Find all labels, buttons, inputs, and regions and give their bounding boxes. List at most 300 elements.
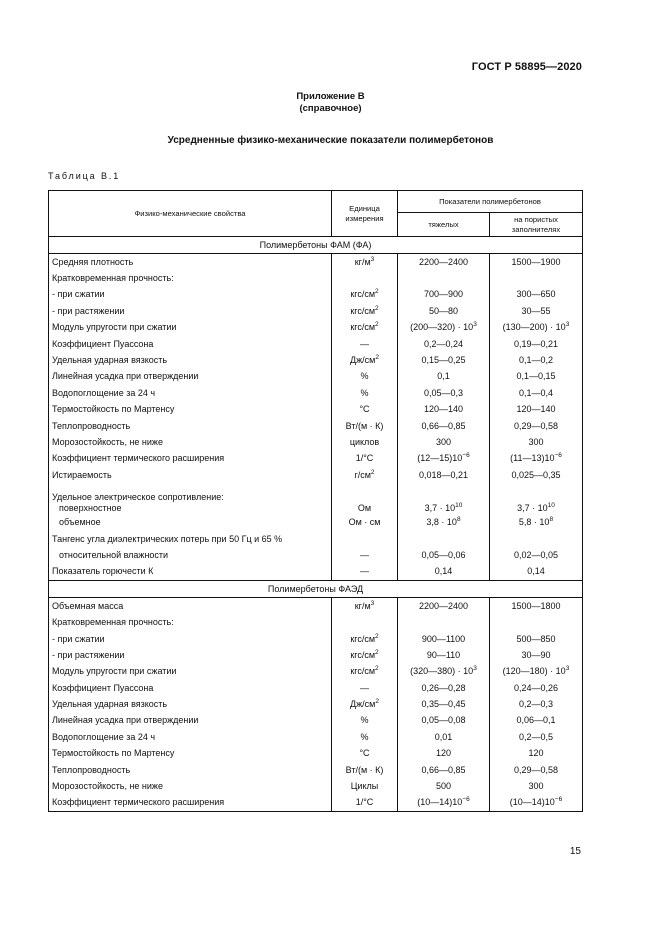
- value-porous-cell: [490, 352, 583, 368]
- property-name: Морозостойкость, не ниже: [52, 781, 163, 792]
- value-porous: 0,02—0,05: [513, 549, 559, 560]
- value-heavy: 0,15—0,25: [421, 355, 466, 366]
- unit-text: Циклы: [350, 781, 379, 792]
- value-heavy-exponent: −6: [462, 796, 470, 804]
- unit-text: кгс/см: [350, 649, 376, 660]
- value-heavy: 120: [435, 748, 452, 759]
- property-cell: [49, 254, 332, 271]
- unit-cell: [332, 352, 398, 368]
- value-porous: 0,1—0,15: [516, 371, 556, 382]
- value-heavy-cell: [398, 451, 490, 467]
- property-name: Тангенс угла диэлектрических потерь при 50 Гц и 65 %: [52, 533, 283, 544]
- table-row: [49, 647, 583, 663]
- value-porous: 0,06—0,1: [516, 715, 556, 726]
- value-heavy-cell: [398, 680, 490, 696]
- property-name: - при растяжении: [52, 305, 125, 316]
- table-row: [49, 254, 583, 271]
- value-porous: 300—650: [516, 289, 556, 300]
- value-porous: 30—90: [521, 649, 551, 660]
- value-porous-cell: [490, 795, 583, 812]
- unit-cell: [332, 614, 398, 630]
- property-name: Кратковременная прочность:: [52, 617, 174, 628]
- table-row: [49, 531, 583, 547]
- unit-text: кг/м: [354, 256, 371, 267]
- property-name: Коэффициент термического расширения: [52, 453, 225, 464]
- unit-cell: [332, 254, 398, 271]
- property-cell: [49, 795, 332, 812]
- value-heavy: 0,35—0,45: [421, 699, 466, 710]
- unit-cell: [332, 531, 398, 547]
- value-porous: 300: [528, 781, 544, 792]
- document-code: ГОСТ Р 58895—2020: [471, 61, 582, 73]
- value-porous-cell: [490, 680, 583, 696]
- property-name: Модуль упругости при сжатии: [52, 322, 177, 333]
- property-name: Показатель горючести К: [52, 566, 154, 577]
- value-heavy: 0,1: [437, 371, 450, 382]
- value-heavy-cell: [398, 547, 490, 563]
- table-caption: Таблица В.1: [48, 171, 121, 181]
- properties-table: [48, 190, 583, 812]
- value-porous-cell: [490, 385, 583, 401]
- value-porous: (10—14)10: [509, 797, 555, 808]
- property-cell: [49, 713, 332, 729]
- value-heavy: 3,7 · 10: [424, 503, 456, 514]
- unit-text: Ом: [357, 503, 372, 514]
- unit-text: Вт/(м · К): [345, 764, 384, 775]
- table-row: [49, 320, 583, 336]
- value-porous: 30—55: [521, 305, 551, 316]
- value-heavy: 0,14: [434, 566, 453, 577]
- value-porous-cell: [490, 762, 583, 778]
- unit-text: %: [360, 387, 369, 398]
- value-heavy-cell: [398, 483, 490, 514]
- value-heavy: 0,66—0,85: [421, 420, 466, 431]
- unit-exponent: 2: [375, 698, 379, 706]
- value-heavy-cell: [398, 664, 490, 680]
- value-porous-cell: [490, 402, 583, 418]
- unit-text: —: [360, 549, 369, 560]
- unit-text: Дж/см: [350, 355, 376, 366]
- table-row: [49, 598, 583, 615]
- value-heavy-cell: [398, 762, 490, 778]
- unit-cell: [332, 336, 398, 352]
- value-heavy-exponent: 10: [455, 502, 463, 510]
- value-porous: 5,8 · 10: [518, 517, 550, 528]
- unit-cell: [332, 467, 398, 483]
- unit-cell: [332, 713, 398, 729]
- property-name: Теплопроводность: [52, 764, 131, 775]
- unit-cell: [332, 434, 398, 450]
- value-porous-cell: [490, 614, 583, 630]
- property-name: Модуль упругости при сжатии: [52, 666, 177, 677]
- table-row: [49, 614, 583, 630]
- value-heavy-cell: [398, 369, 490, 385]
- value-porous-cell: [490, 531, 583, 547]
- property-name: Коэффициент Пуассона: [52, 338, 154, 349]
- property-name: Морозостойкость, не ниже: [52, 436, 163, 447]
- value-heavy: 0,26—0,28: [421, 682, 466, 693]
- table-row: [49, 795, 583, 812]
- property-cell: [49, 531, 332, 547]
- column-header-property: Физико-механические свойства: [49, 191, 332, 237]
- value-porous-cell: [490, 434, 583, 450]
- value-porous: 0,2—0,5: [518, 731, 554, 742]
- unit-cell: [332, 762, 398, 778]
- property-name: Удельное электрическое сопротивление:: [52, 492, 224, 503]
- value-porous-cell: [490, 598, 583, 615]
- value-heavy: 120—140: [423, 404, 464, 415]
- value-heavy-exponent: 3: [473, 321, 477, 329]
- unit-cell: [332, 270, 398, 286]
- table-row: [49, 402, 583, 418]
- table-row: [49, 664, 583, 680]
- section-header-row: [49, 237, 583, 254]
- value-heavy: 0,05—0,08: [421, 715, 466, 726]
- section-title: Полимербетоны ФАМ (ФА): [49, 237, 583, 254]
- value-porous: 0,19—0,21: [513, 338, 559, 349]
- unit-cell: [332, 680, 398, 696]
- table-row: [49, 270, 583, 286]
- property-cell: [49, 746, 332, 762]
- value-porous-cell: [490, 483, 583, 514]
- unit-cell: [332, 287, 398, 303]
- annex-title: Приложение В: [296, 91, 365, 102]
- value-porous-cell: [490, 778, 583, 794]
- value-porous: 3,7 · 10: [517, 503, 548, 514]
- value-heavy-cell: [398, 254, 490, 271]
- unit-cell: [332, 402, 398, 418]
- value-heavy-cell: [398, 320, 490, 336]
- value-heavy: 3,8 · 10: [426, 517, 457, 528]
- unit-text: кг/м: [354, 600, 371, 611]
- property-name: Коэффициент Пуассона: [52, 682, 154, 693]
- value-heavy-cell: [398, 531, 490, 547]
- table-row: [49, 467, 583, 483]
- value-heavy-exponent: −6: [462, 452, 470, 460]
- value-porous: 0,1—0,2: [518, 355, 554, 366]
- unit-text: кгс/см: [350, 666, 376, 677]
- unit-text: кгс/см: [350, 633, 376, 644]
- unit-text: циклов: [349, 436, 380, 447]
- value-heavy: 0,2—0,24: [423, 338, 464, 349]
- value-porous: 300: [528, 436, 544, 447]
- page-number: 15: [569, 846, 581, 857]
- property-subname: поверхностное: [59, 503, 122, 514]
- unit-cell: [332, 369, 398, 385]
- property-name: Теплопроводность: [52, 420, 131, 431]
- value-porous-cell: [490, 336, 583, 352]
- value-heavy: 0,05—0,06: [421, 549, 466, 560]
- unit-text: г/см: [354, 469, 371, 480]
- value-heavy: (10—14)10: [417, 797, 463, 808]
- value-porous: 0,1—0,4: [518, 387, 554, 398]
- unit-cell: [332, 795, 398, 812]
- value-heavy-cell: [398, 303, 490, 319]
- value-porous-cell: [490, 467, 583, 483]
- property-name: - при сжатии: [52, 633, 105, 644]
- property-name: Объемная масса: [52, 600, 124, 611]
- property-cell: [49, 729, 332, 745]
- unit-text: °С: [359, 748, 370, 759]
- property-cell: [49, 564, 332, 581]
- value-heavy: 0,018—0,21: [418, 469, 469, 480]
- value-porous: 120: [528, 748, 544, 759]
- value-porous-exponent: 3: [565, 665, 570, 673]
- value-heavy-cell: [398, 385, 490, 401]
- table-row: [49, 547, 583, 563]
- unit-text: %: [360, 731, 369, 742]
- table-row: [49, 746, 583, 762]
- value-heavy: 2200—2400: [418, 256, 469, 267]
- value-heavy-cell: [398, 434, 490, 450]
- property-cell: [49, 680, 332, 696]
- property-name: Термостойкость по Мартенсу: [52, 404, 175, 415]
- value-porous: (120—180) · 10: [502, 666, 566, 677]
- property-cell: [49, 434, 332, 450]
- value-heavy-cell: [398, 778, 490, 794]
- unit-text: Дж/см: [350, 699, 376, 710]
- property-cell: [49, 270, 332, 286]
- value-heavy-cell: [398, 729, 490, 745]
- property-cell: [49, 514, 332, 530]
- unit-exponent: 2: [375, 665, 379, 673]
- table-row: [49, 778, 583, 794]
- table-row: [49, 713, 583, 729]
- property-cell: [49, 614, 332, 630]
- value-porous: 1500—1800: [511, 600, 561, 611]
- table-row: [49, 762, 583, 778]
- value-heavy-cell: [398, 467, 490, 483]
- property-name: - при сжатии: [52, 289, 105, 300]
- value-heavy-cell: [398, 795, 490, 812]
- unit-exponent: 2: [370, 468, 375, 476]
- unit-text: %: [360, 371, 369, 382]
- column-header-porous: на пористых заполнителях: [490, 213, 583, 237]
- value-heavy-exponent: 3: [473, 665, 477, 673]
- value-heavy-cell: [398, 564, 490, 581]
- unit-text: кгс/см: [350, 322, 376, 333]
- value-heavy-cell: [398, 647, 490, 663]
- value-heavy-cell: [398, 270, 490, 286]
- table-row: [49, 336, 583, 352]
- value-porous-cell: [490, 647, 583, 663]
- property-cell: [49, 778, 332, 794]
- value-heavy-cell: [398, 418, 490, 434]
- property-cell: [49, 336, 332, 352]
- property-cell: [49, 320, 332, 336]
- property-name: Водопоглощение за 24 ч: [52, 731, 156, 742]
- property-cell: [49, 664, 332, 680]
- property-name: Термостойкость по Мартенсу: [52, 748, 175, 759]
- unit-text: кгс/см: [350, 289, 376, 300]
- table-row: [49, 514, 583, 530]
- unit-cell: [332, 320, 398, 336]
- page-title: Усредненные физико-механические показатели полимербетонов: [167, 135, 494, 146]
- property-cell: [49, 547, 332, 563]
- column-header-group: Показатели полимербетонов: [398, 191, 583, 213]
- unit-exponent: 2: [375, 288, 379, 296]
- value-heavy: 0,05—0,3: [423, 387, 464, 398]
- property-name: Удельная ударная вязкость: [52, 355, 168, 366]
- value-porous-cell: [490, 418, 583, 434]
- value-heavy-cell: [398, 696, 490, 712]
- table-row: [49, 680, 583, 696]
- table-row: [49, 303, 583, 319]
- property-name: Линейная усадка при отверждении: [52, 715, 199, 726]
- property-cell: [49, 369, 332, 385]
- value-porous-cell: [490, 451, 583, 467]
- table-row: [49, 451, 583, 467]
- value-porous-cell: [490, 303, 583, 319]
- unit-exponent: 2: [375, 648, 379, 656]
- property-name: Средняя плотность: [52, 256, 134, 267]
- property-name: Водопоглощение за 24 ч: [52, 387, 156, 398]
- value-heavy: 0,01: [434, 731, 453, 742]
- value-heavy: 90—110: [426, 649, 461, 660]
- unit-cell: [332, 598, 398, 615]
- value-porous-cell: [490, 320, 583, 336]
- property-name: - при растяжении: [52, 649, 125, 660]
- value-heavy-exponent: 8: [456, 516, 461, 524]
- value-porous-exponent: 3: [565, 321, 570, 329]
- column-header-unit: Единица измерения: [332, 191, 398, 237]
- value-porous: 0,025—0,35: [511, 469, 561, 480]
- property-name: Коэффициент термического расширения: [52, 797, 225, 808]
- unit-cell: [332, 696, 398, 712]
- unit-text: —: [360, 566, 369, 577]
- property-cell: [49, 467, 332, 483]
- unit-cell: [332, 483, 398, 514]
- value-porous-cell: [490, 254, 583, 271]
- property-cell: [49, 402, 332, 418]
- property-cell: [49, 287, 332, 303]
- table-body: [49, 237, 583, 812]
- value-porous: 0,14: [527, 566, 545, 577]
- value-porous: 0,24—0,26: [513, 682, 559, 693]
- value-porous-cell: [490, 369, 583, 385]
- unit-cell: [332, 547, 398, 563]
- value-porous: 500—850: [516, 633, 556, 644]
- value-porous-exponent: −6: [554, 452, 562, 460]
- value-porous: (11—13)10: [510, 453, 555, 464]
- unit-exponent: 2: [375, 354, 379, 362]
- value-porous-cell: [490, 270, 583, 286]
- unit-cell: [332, 746, 398, 762]
- value-heavy-cell: [398, 336, 490, 352]
- table-row: [49, 418, 583, 434]
- property-cell: [49, 598, 332, 615]
- property-name: объемное: [59, 517, 101, 528]
- property-name: Истираемость: [52, 469, 112, 480]
- unit-cell: [332, 664, 398, 680]
- table-row: [49, 631, 583, 647]
- value-porous-exponent: 8: [549, 516, 554, 524]
- section-header-row: [49, 581, 583, 598]
- table-row: [49, 696, 583, 712]
- value-heavy-cell: [398, 514, 490, 530]
- value-porous-cell: [490, 287, 583, 303]
- value-heavy: 300: [435, 436, 452, 447]
- table-row: [49, 483, 583, 514]
- table-row: [49, 434, 583, 450]
- value-heavy: 900—1100: [421, 633, 466, 644]
- unit-exponent: 2: [375, 632, 379, 640]
- value-heavy-cell: [398, 287, 490, 303]
- value-porous-cell: [490, 631, 583, 647]
- value-heavy-cell: [398, 402, 490, 418]
- value-heavy-cell: [398, 598, 490, 615]
- value-porous-cell: [490, 514, 583, 530]
- value-porous-cell: [490, 564, 583, 581]
- property-cell: [49, 303, 332, 319]
- table-row: [49, 287, 583, 303]
- value-heavy: 700—900: [423, 289, 464, 300]
- value-porous-cell: [490, 664, 583, 680]
- column-header-heavy: тяжелых: [398, 213, 490, 237]
- unit-exponent: 3: [370, 255, 375, 263]
- value-heavy: (200—320) · 10: [410, 322, 474, 333]
- value-heavy-cell: [398, 713, 490, 729]
- value-heavy: (320—380) · 10: [410, 666, 474, 677]
- value-porous-cell: [490, 713, 583, 729]
- unit-cell: [332, 418, 398, 434]
- table-row: [49, 729, 583, 745]
- property-cell: [49, 696, 332, 712]
- unit-text: Ом · см: [348, 517, 381, 528]
- value-porous: 1500—1900: [511, 256, 561, 267]
- section-title: Полимербетоны ФАЭД: [49, 581, 583, 598]
- value-heavy: 2200—2400: [418, 600, 469, 611]
- value-heavy: 500: [435, 781, 452, 792]
- property-cell: [49, 385, 332, 401]
- value-heavy: 50—80: [428, 305, 459, 316]
- unit-cell: [332, 647, 398, 663]
- table-row: [49, 352, 583, 368]
- value-heavy-cell: [398, 352, 490, 368]
- property-name: Линейная усадка при отверждении: [52, 371, 199, 382]
- property-cell: [49, 418, 332, 434]
- property-cell: [49, 631, 332, 647]
- value-heavy: 0,66—0,85: [421, 764, 466, 775]
- property-cell: [49, 483, 332, 514]
- property-cell: [49, 647, 332, 663]
- value-porous: 0,29—0,58: [513, 764, 559, 775]
- property-cell: [49, 352, 332, 368]
- unit-text: 1/°С: [355, 797, 374, 808]
- unit-text: кгс/см: [350, 305, 376, 316]
- value-porous-cell: [490, 746, 583, 762]
- unit-cell: [332, 303, 398, 319]
- value-porous-exponent: −6: [554, 796, 563, 804]
- table-row: [49, 564, 583, 581]
- value-porous-cell: [490, 729, 583, 745]
- unit-text: —: [360, 338, 369, 349]
- unit-cell: [332, 729, 398, 745]
- value-porous-cell: [490, 547, 583, 563]
- unit-cell: [332, 631, 398, 647]
- unit-exponent: 3: [370, 599, 375, 607]
- property-name: Удельная ударная вязкость: [52, 699, 168, 710]
- property-cell: [49, 451, 332, 467]
- value-heavy-cell: [398, 631, 490, 647]
- table-row: [49, 385, 583, 401]
- value-porous: 120—140: [516, 404, 556, 415]
- unit-text: °С: [359, 404, 370, 415]
- unit-cell: [332, 451, 398, 467]
- unit-cell: [332, 564, 398, 581]
- property-name: Кратковременная прочность:: [52, 273, 174, 284]
- annex-heading: [0, 91, 661, 115]
